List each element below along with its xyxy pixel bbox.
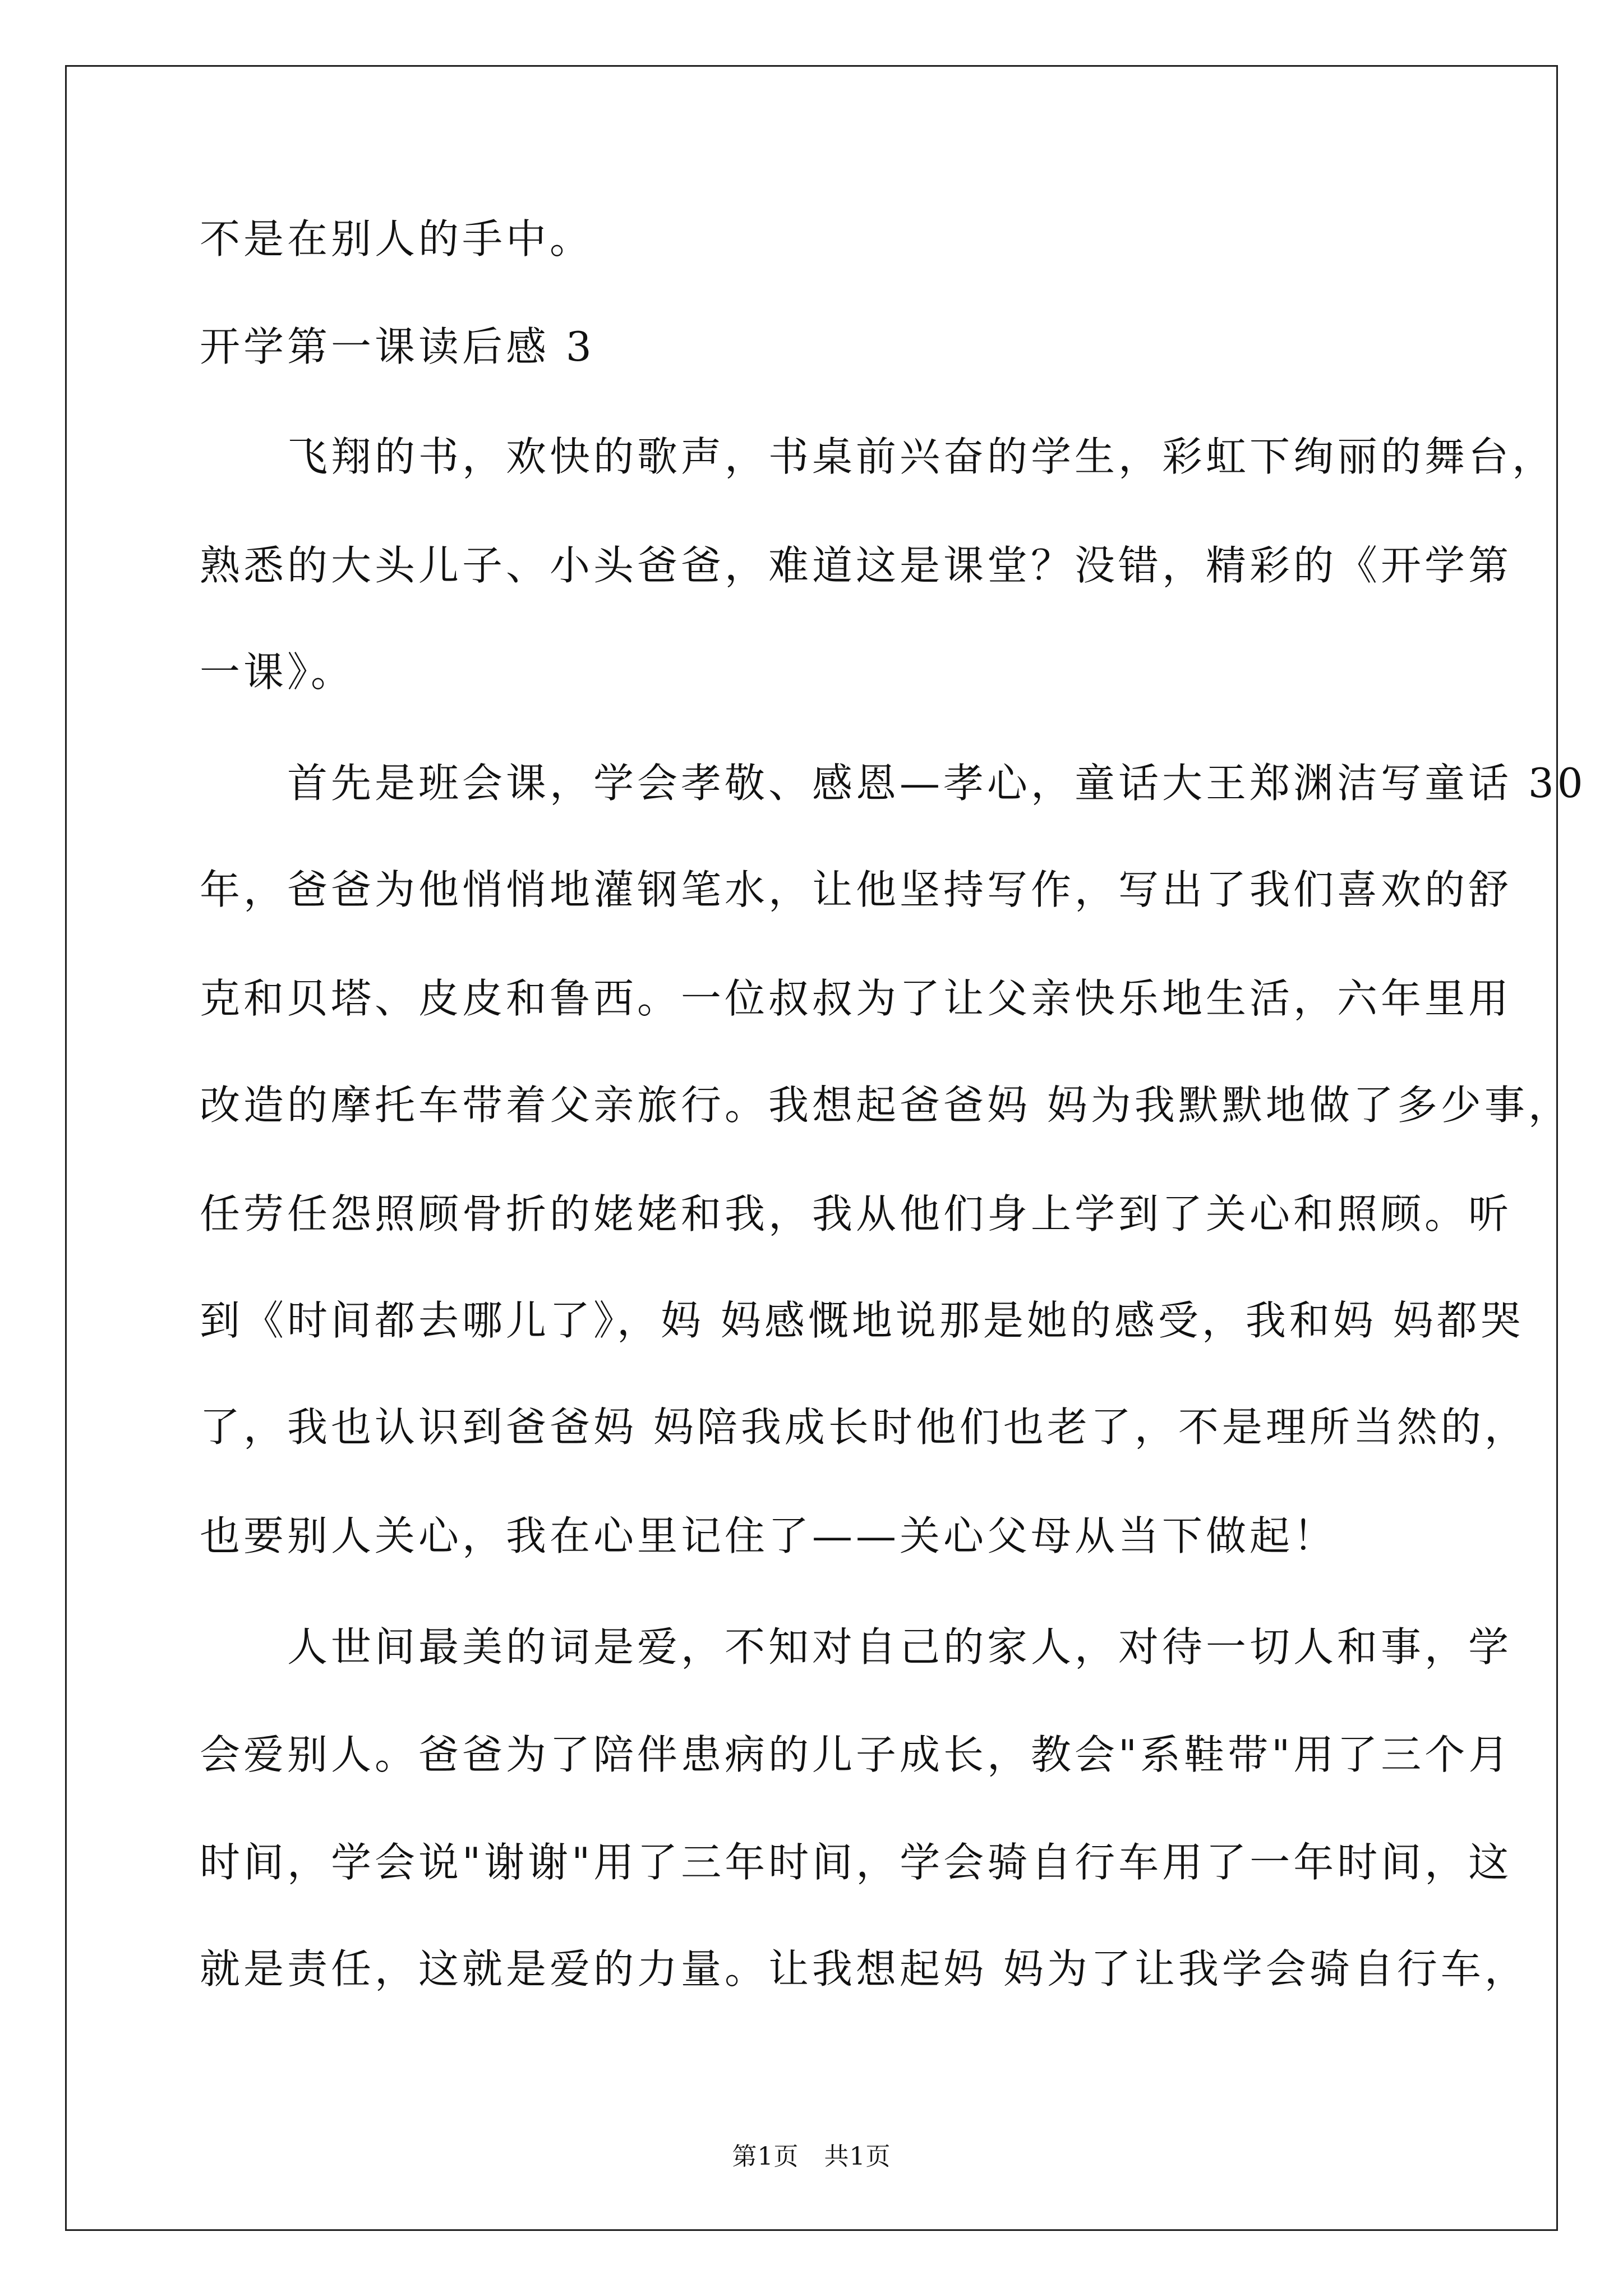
text-line: 人世间最美的词是爱，不知对自己的家人，对待一切人和事，学	[200, 1623, 1513, 1671]
text-line: 飞翔的书，欢快的歌声，书桌前兴奋的学生，彩虹下绚丽的舞台，	[200, 433, 1556, 480]
text-line: 到《时间都去哪儿了》，妈 妈感慨地说那是她的感受，我和妈 妈都哭	[200, 1297, 1524, 1344]
text-line: 不是在别人的手中。	[200, 215, 594, 263]
text-line: 也要别人关心，我在心里记住了——关心父母从当下做起！	[200, 1512, 1338, 1559]
text-line: 了，我也认识到爸爸妈 妈陪我成长时他们也老了，不是理所当然的，	[200, 1404, 1528, 1451]
text-line: 熟悉的大头儿子、小头爸爸，难道这是课堂？没错，精彩的《开学第	[200, 542, 1513, 589]
text-line: 克和贝塔、皮皮和鲁西。一位叔叔为了让父亲快乐地生活，六年里用	[200, 975, 1513, 1022]
text-line: 年，爸爸为他悄悄地灌钢笔水，让他坚持写作，写出了我们喜欢的舒	[200, 866, 1513, 913]
text-line: 就是责任，这就是爱的力量。让我想起妈 妈为了让我学会骑自行车，	[200, 1945, 1528, 1993]
text-line: 会爱别人。爸爸为了陪伴患病的儿子成长，教会"系鞋带"用了三个月	[200, 1731, 1513, 1778]
text-line: 任劳任怨照顾骨折的姥姥和我，我从他们身上学到了关心和照顾。听	[200, 1190, 1513, 1237]
text-line: 改造的摩托车带着父亲旅行。我想起爸爸妈 妈为我默默地做了多少事，	[200, 1082, 1572, 1129]
section-heading: 开学第一课读后感 3	[200, 323, 595, 370]
text-line: 一课》。	[200, 648, 355, 696]
text-line: 首先是班会课，学会孝敬、感恩—孝心，童话大王郑渊洁写童话 30	[200, 760, 1587, 807]
page-footer: 第1页 共1页	[732, 2142, 891, 2171]
page-border	[65, 65, 1558, 2231]
text-line: 时间，学会说"谢谢"用了三年时间，学会骑自行车用了一年时间，这	[200, 1839, 1513, 1886]
